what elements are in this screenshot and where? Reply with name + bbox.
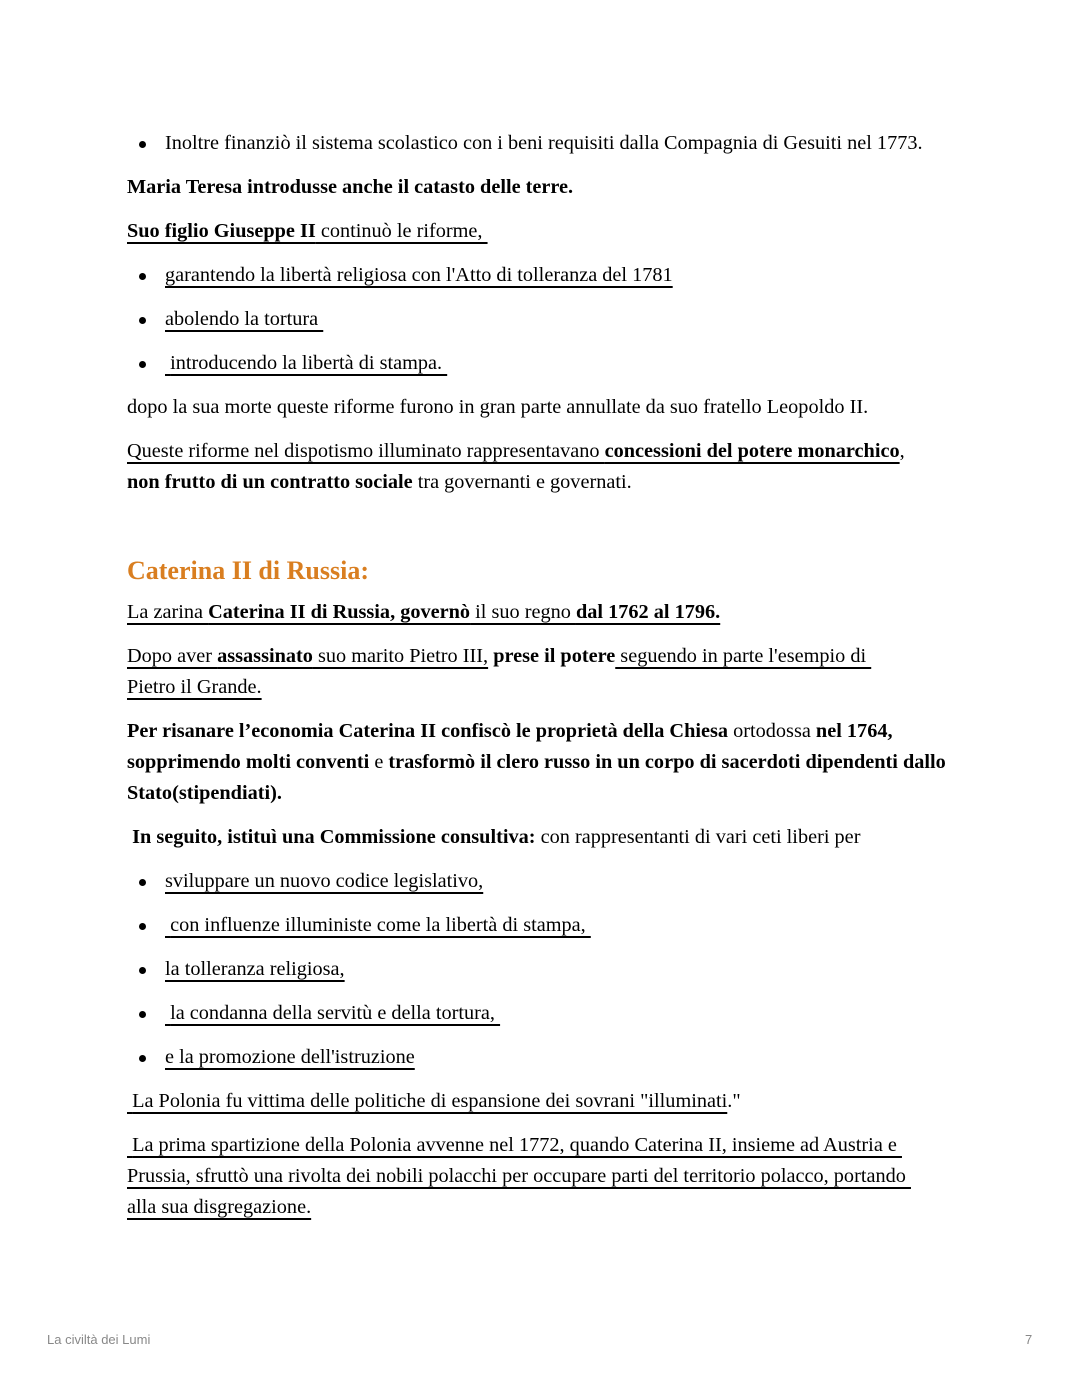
bullet-icon [139,317,146,324]
text-segment: seguendo in parte l'esempio di Pietro il Grande. [127,645,867,698]
text-segment: Dopo aver [127,645,218,667]
document-body [127,128,952,1236]
text-segment: Suo figlio Giuseppe II [127,220,316,242]
text-segment: ." [727,1090,741,1112]
bullet-icon [139,923,146,930]
text-segment: la condanna della servitù e della tortura, [165,1002,501,1024]
text-segment: ortodossa [728,720,816,742]
text-segment: dal 1762 al 1796. [575,601,721,623]
text-segment: Inoltre finanziò il sistema scolastico con i beni requisiti dalla Compagnia di Gesuiti nel 1773. [165,132,923,154]
paragraph [127,216,952,247]
list-item [127,866,952,897]
section-heading [127,555,952,586]
page-number: 7 [1025,1332,1033,1347]
paragraph [127,597,952,628]
text-segment: trasformò il clero russo in un corpo di sacerdoti dipendenti dallo Stato(stipendiati). [127,751,951,804]
text-segment: il suo regno [470,601,576,623]
list-item [127,304,952,335]
text-segment: Maria Teresa introdusse anche il catasto delle terre. [127,176,574,198]
bullet-icon [139,361,146,368]
bullet-icon [139,141,146,148]
text-segment: Per risanare l’economia Caterina II confiscò le proprietà della Chiesa [127,720,729,742]
paragraph [127,392,952,423]
text-segment: La prima spartizione della Polonia avvenne nel 1772, quando Caterina II, insieme ad Austria e Prussia, sfruttò una rivolta dei nobili polacchi per occupare parti del territorio polacco, portando alla sua disgregazione. [127,1134,906,1218]
text-segment: suo marito Pietro III, [312,645,489,667]
list-item [127,348,952,379]
bullet-icon [139,967,146,974]
text-segment: Caterina II di Russia, governò [208,601,471,623]
text-segment: In seguito, istituì una Commissione consultiva: [127,826,536,848]
text-segment: Queste riforme nel dispotismo illuminato rappresentavano [127,440,605,462]
text-segment: La Polonia fu vittima delle politiche di espansione dei sovrani "illuminati [127,1090,728,1112]
text-segment: con rappresentanti di vari ceti liberi per [535,826,861,848]
text-segment: e la promozione dell'istruzione [165,1046,415,1068]
text-segment: abolendo la tortura [165,308,324,330]
list-item [127,998,952,1029]
bullet-icon [139,1055,146,1062]
text-segment: introducendo la libertà di stampa. [165,352,448,374]
text-segment: garantendo la libertà religiosa con l'Atto di tolleranza del 1781 [165,264,673,286]
text-segment: nel 1764, sopprimendo molti conventi [127,720,898,773]
text-segment: con influenze illuministe come la libertà di stampa, [165,914,591,936]
paragraph [127,1130,952,1223]
text-segment: assassinato [217,645,313,667]
text-segment: continuò le riforme, [315,220,488,242]
list-item [127,954,952,985]
bullet-icon [139,273,146,280]
text-segment: dopo la sua morte queste riforme furono in gran parte annullate da suo fratello Leopoldo II. [127,396,869,418]
text-segment: concessioni del potere monarchico [604,440,900,462]
list-item [127,260,952,291]
text-segment: non frutto di un contratto sociale [127,471,413,493]
text-segment: La zarina [127,601,209,623]
text-segment: e [369,751,389,773]
text-segment: tra governanti e governati. [412,471,632,493]
bullet-icon [139,879,146,886]
list-item [127,1042,952,1073]
paragraph [127,436,952,498]
text-segment: sviluppare un nuovo codice legislativo, [165,870,484,892]
bullet-icon [139,1011,146,1018]
footer-title: La civiltà dei Lumi [47,1332,151,1347]
text-segment: prese il potere [493,645,616,667]
paragraph [127,641,952,703]
text-segment: Caterina II di Russia: [127,556,369,585]
text-segment: la tolleranza religiosa, [165,958,345,980]
paragraph [127,172,952,203]
text-segment: , [899,440,905,462]
list-item [127,128,952,159]
paragraph [127,822,952,853]
paragraph [127,1086,952,1117]
paragraph [127,716,952,809]
list-item [127,910,952,941]
